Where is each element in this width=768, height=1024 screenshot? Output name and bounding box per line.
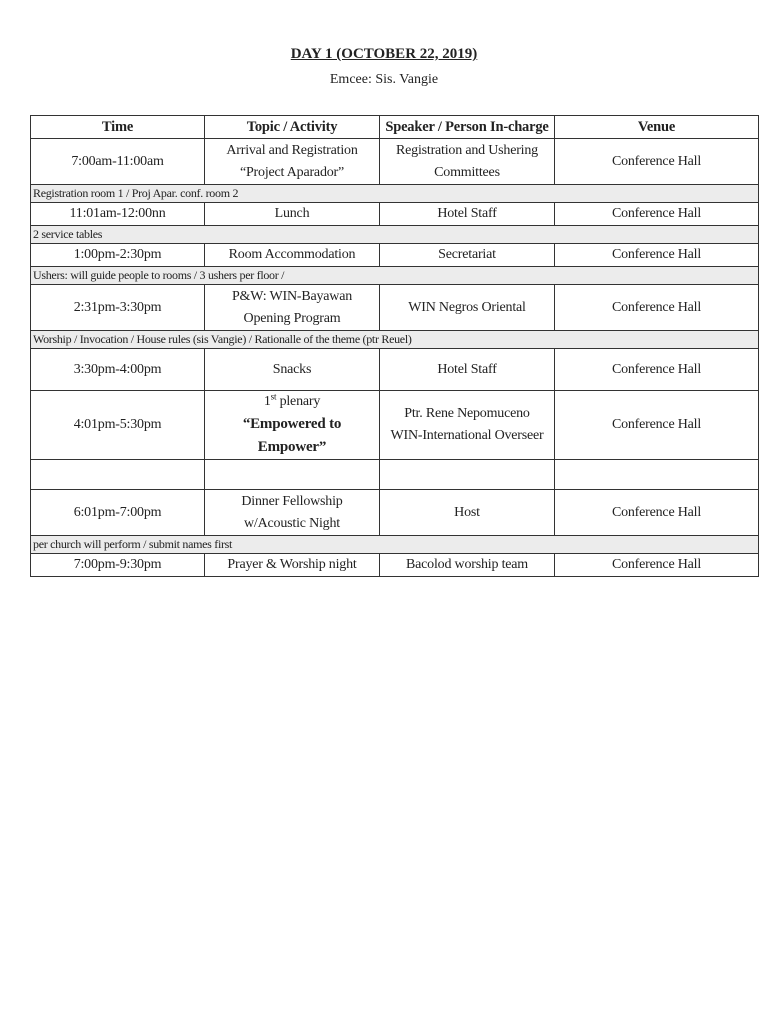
note-cell: Registration room 1 / Proj Apar. conf. room 2 [31, 185, 759, 203]
note-cell: Worship / Invocation / House rules (sis Vangie) / Rationalle of the theme (ptr Reuel) [31, 331, 759, 349]
note-cell: Ushers: will guide people to rooms / 3 ushers per floor / [31, 267, 759, 285]
topic-line: P&W: WIN-Bayawan [231, 288, 353, 304]
time-cell: 7:00pm-9:30pm [31, 554, 205, 577]
venue-cell: Conference Hall [555, 391, 759, 460]
note-cell: 2 service tables [31, 226, 759, 244]
topic-ordinal: st [270, 391, 277, 402]
schedule-table [30, 115, 759, 577]
speaker-line: Ptr. Rene Nepomuceno [404, 406, 530, 421]
speaker-cell [380, 139, 555, 185]
empty-cell [380, 460, 555, 490]
document-title: DAY 1 (OCTOBER 22, 2019) [290, 46, 478, 62]
speaker-cell: Host [380, 490, 555, 536]
venue-cell: Conference Hall [555, 285, 759, 331]
venue-cell: Conference Hall [555, 244, 759, 267]
table-row [31, 285, 759, 331]
speaker-line: Committees [434, 164, 500, 180]
speaker-cell [380, 391, 555, 460]
venue-cell: Conference Hall [555, 490, 759, 536]
venue-cell: Conference Hall [555, 139, 759, 185]
time-cell: 6:01pm-7:00pm [31, 490, 205, 536]
column-header-topic: Topic / Activity [205, 116, 380, 139]
topic-cell: Snacks [205, 349, 380, 391]
note-row [31, 331, 759, 349]
empty-row [31, 460, 759, 490]
topic-cell [205, 285, 380, 331]
venue-cell: Conference Hall [555, 554, 759, 577]
time-cell: 4:01pm-5:30pm [31, 391, 205, 460]
table-row [31, 554, 759, 577]
topic-line: Opening Program [243, 310, 341, 326]
note-row [31, 226, 759, 244]
empty-cell [555, 460, 759, 490]
time-cell: 3:30pm-4:00pm [31, 349, 205, 391]
time-cell: 7:00am-11:00am [31, 139, 205, 185]
time-cell: 11:01am-12:00nn [31, 203, 205, 226]
note-row [31, 267, 759, 285]
venue-cell: Conference Hall [555, 203, 759, 226]
topic-number: 1 [263, 394, 271, 409]
topic-line: Arrival and Registration [226, 142, 358, 158]
speaker-line: WIN-International Overseer [390, 428, 544, 443]
table-row [31, 203, 759, 226]
table-row [31, 139, 759, 185]
time-cell: 1:00pm-2:30pm [31, 244, 205, 267]
table-row [31, 391, 759, 460]
speaker-cell: Hotel Staff [380, 349, 555, 391]
topic-cell [205, 139, 380, 185]
column-header-time: Time [31, 116, 205, 139]
speaker-cell: WIN Negros Oriental [380, 285, 555, 331]
column-header-venue: Venue [555, 116, 759, 139]
speaker-cell: Bacolod worship team [380, 554, 555, 577]
table-row [31, 244, 759, 267]
venue-cell: Conference Hall [555, 349, 759, 391]
emcee-line: Emcee: Sis. Vangie [329, 72, 439, 87]
empty-cell [205, 460, 380, 490]
topic-line: “Project Aparador” [239, 164, 345, 180]
topic-cell: Prayer & Worship night [205, 554, 380, 577]
time-cell: 2:31pm-3:30pm [31, 285, 205, 331]
topic-cell [205, 391, 380, 460]
empty-cell [31, 460, 205, 490]
speaker-cell: Secretariat [380, 244, 555, 267]
column-header-speaker: Speaker / Person In-charge [380, 116, 555, 139]
topic-line: Dinner Fellowship [241, 493, 343, 509]
note-cell: per church will perform / submit names first [31, 536, 759, 554]
topic-line: w/Acoustic Night [244, 515, 340, 531]
speaker-cell: Hotel Staff [380, 203, 555, 226]
table-row [31, 349, 759, 391]
topic-cell [205, 490, 380, 536]
note-row [31, 185, 759, 203]
topic-cell: Room Accommodation [205, 244, 380, 267]
topic-theme: “Empowered to Empower” [242, 416, 342, 455]
topic-line: plenary [276, 394, 321, 409]
speaker-line: Registration and Ushering [396, 142, 538, 158]
table-header-row [31, 116, 759, 139]
table-row [31, 490, 759, 536]
topic-cell: Lunch [205, 203, 380, 226]
note-row [31, 536, 759, 554]
